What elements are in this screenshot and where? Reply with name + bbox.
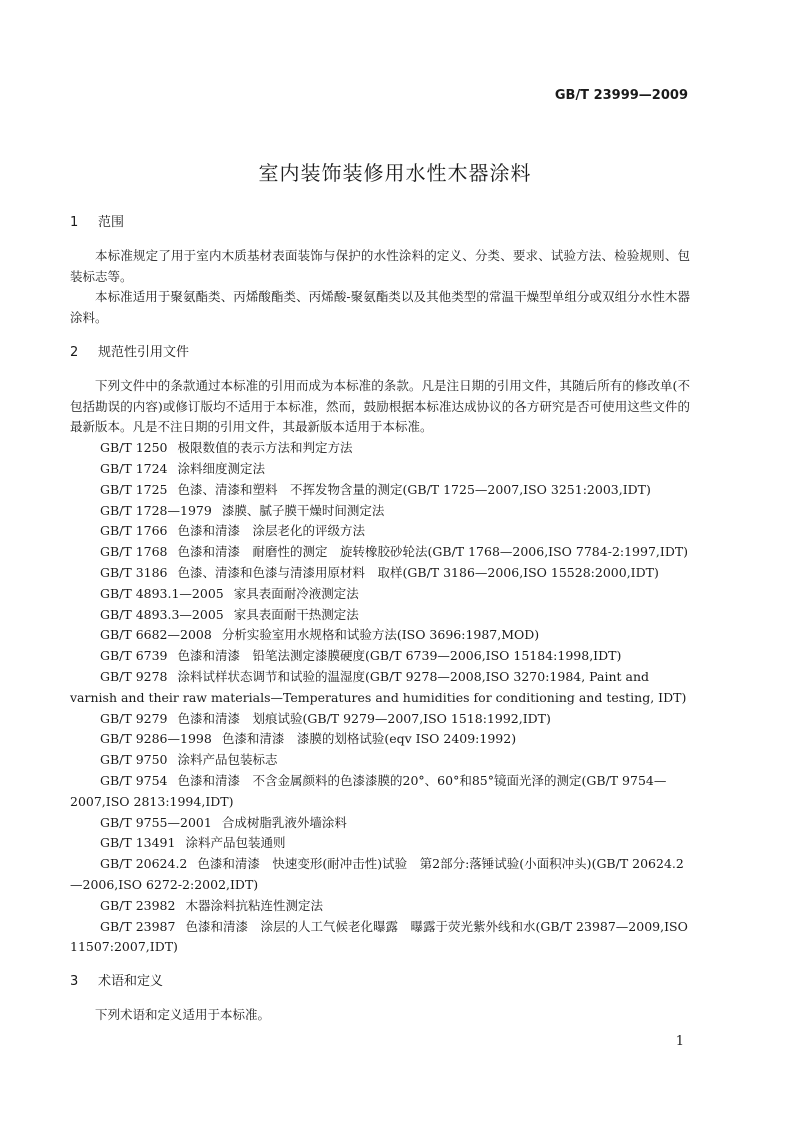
reference-title: 色漆、清漆和塑料 不挥发物含量的测定(GB/T 1725—2007,ISO 3251:2003,IDT) [177,481,651,497]
reference-code: GB/T 9278 [100,668,168,684]
reference-code: GB/T 6739 [100,648,168,664]
document-body [70,213,690,1026]
reference-item [70,459,690,480]
reference-title: 涂料细度测定法 [177,460,266,476]
reference-item [70,584,690,605]
reference-item [70,833,690,854]
reference-item [70,480,690,501]
section-heading-3: 3 术语和定义 [70,974,164,990]
reference-title: 色漆、清漆和色漆与清漆用原材料 取样(GB/T 3186—2006,ISO 15528:2000,IDT) [177,564,659,580]
reference-code: GB/T 4893.1—2005 [100,585,224,601]
reference-code: GB/T 9754 [100,772,168,788]
reference-item [70,854,690,896]
reference-title: 色漆和清漆 铅笔法测定漆膜硬度(GB/T 6739—2006,ISO 15184:1998,IDT) [177,648,622,664]
reference-title: 漆膜、腻子膜干燥时间测定法 [221,502,385,518]
reference-code: GB/T 9286—1998 [100,731,212,747]
section-1-para-1: 本标准规定了用于室内木质基材表面装饰与保护的水性涂料的定义、分类、要求、试验方法、检验规则、包装标志等。 [70,247,690,284]
reference-item [70,501,690,522]
reference-code: GB/T 23982 [100,897,176,913]
reference-title: 家具表面耐冷液测定法 [233,585,359,601]
reference-code: GB/T 23987 [100,918,176,934]
section-3-intro: 下列术语和定义适用于本标准。 [95,1006,271,1022]
reference-code: GB/T 9279 [100,710,168,726]
reference-item [70,625,690,646]
reference-title: 色漆和清漆 涂层老化的评级方法 [177,523,366,539]
reference-item [70,646,690,667]
reference-title: 分析实验室用水规格和试验方法(ISO 3696:1987,MOD) [221,627,540,643]
reference-code: GB/T 3186 [100,564,168,580]
reference-code: GB/T 1725 [100,481,168,497]
page-number: 1 [675,1034,684,1049]
reference-code: GB/T 1766 [100,523,168,539]
reference-item [70,438,690,459]
reference-item [70,729,690,750]
reference-item [70,771,690,813]
section-1-para-2: 本标准适用于聚氨酯类、丙烯酸酯类、丙烯酸-聚氨酯类以及其他类型的常温干燥型单组分或双组分水性木器涂料。 [70,289,690,326]
reference-code: GB/T 20624.2 [100,856,188,872]
reference-item [70,709,690,730]
reference-item [70,542,690,563]
reference-title: 涂料试样状态调节和试验的温湿度(GB/T 9278—2008,ISO 3270:1984, Paint and varnish and their raw materials—Temperatures and humidities for conditioning and testing, IDT) [70,668,687,705]
reference-item [70,896,690,917]
section-2-intro: 下列文件中的条款通过本标准的引用而成为本标准的条款。凡是注日期的引用文件，其随后所有的修改单(不包括勘误的内容)或修订版均不适用于本标准，然而，鼓励根据本标准达成协议的各方研究是否可使用这些文件的最新版本。凡是不注日期的引用文件，其最新版本适用于本标准。 [70,377,690,435]
reference-item [70,605,690,626]
reference-item [70,563,690,584]
section-heading-1: 1 范围 [70,215,125,230]
reference-code: GB/T 4893.3—2005 [100,606,224,622]
reference-title: 色漆和清漆 漆膜的划格试验(eqv ISO 2409:1992) [221,731,517,747]
reference-item [70,813,690,834]
document-title: 室内装饰装修用水性木器涂料 [258,161,532,185]
reference-list [70,438,690,958]
reference-title: 色漆和清漆 不含金属颜料的色漆漆膜的20°、60°和85°镜面光泽的测定(GB/T 9754—2007,ISO 2813:1994,IDT) [70,772,667,809]
reference-code: GB/T 9755—2001 [100,814,212,830]
reference-item [70,667,690,709]
reference-title: 涂料产品包装通则 [185,835,286,851]
reference-title: 色漆和清漆 涂层的人工气候老化曝露 曝露于荧光紫外线和水(GB/T 23987—2009,ISO 11507:2007,IDT) [70,918,688,955]
reference-code: GB/T 1724 [100,460,168,476]
reference-title: 木器涂料抗粘连性测定法 [185,897,323,913]
reference-title: 色漆和清漆 快速变形(耐冲击性)试验 第2部分:落锤试验(小面积冲头)(GB/T 20624.2—2006,ISO 6272-2:2002,IDT) [70,856,684,892]
reference-code: GB/T 1768 [100,544,168,560]
reference-title: 色漆和清漆 耐磨性的测定 旋转橡胶砂轮法(GB/T 1768—2006,ISO 7784-2:1997,IDT) [177,544,689,560]
reference-code: GB/T 9750 [100,752,168,768]
standard-code: GB/T 23999—2009 [554,88,688,103]
reference-code: GB/T 13491 [100,835,176,851]
reference-title: 涂料产品包装标志 [177,752,278,768]
reference-item [70,750,690,771]
reference-code: GB/T 1728—1979 [100,502,212,518]
reference-title: 家具表面耐干热测定法 [233,606,359,622]
reference-title: 极限数值的表示方法和判定方法 [177,440,353,456]
reference-code: GB/T 1250 [100,440,168,456]
reference-title: 合成树脂乳液外墙涂料 [221,814,347,830]
reference-item [70,521,690,542]
section-heading-2: 2 规范性引用文件 [70,344,190,360]
reference-title: 色漆和清漆 划痕试验(GB/T 9279—2007,ISO 1518:1992,IDT) [177,710,551,726]
reference-item [70,917,690,959]
reference-code: GB/T 6682—2008 [100,627,212,643]
